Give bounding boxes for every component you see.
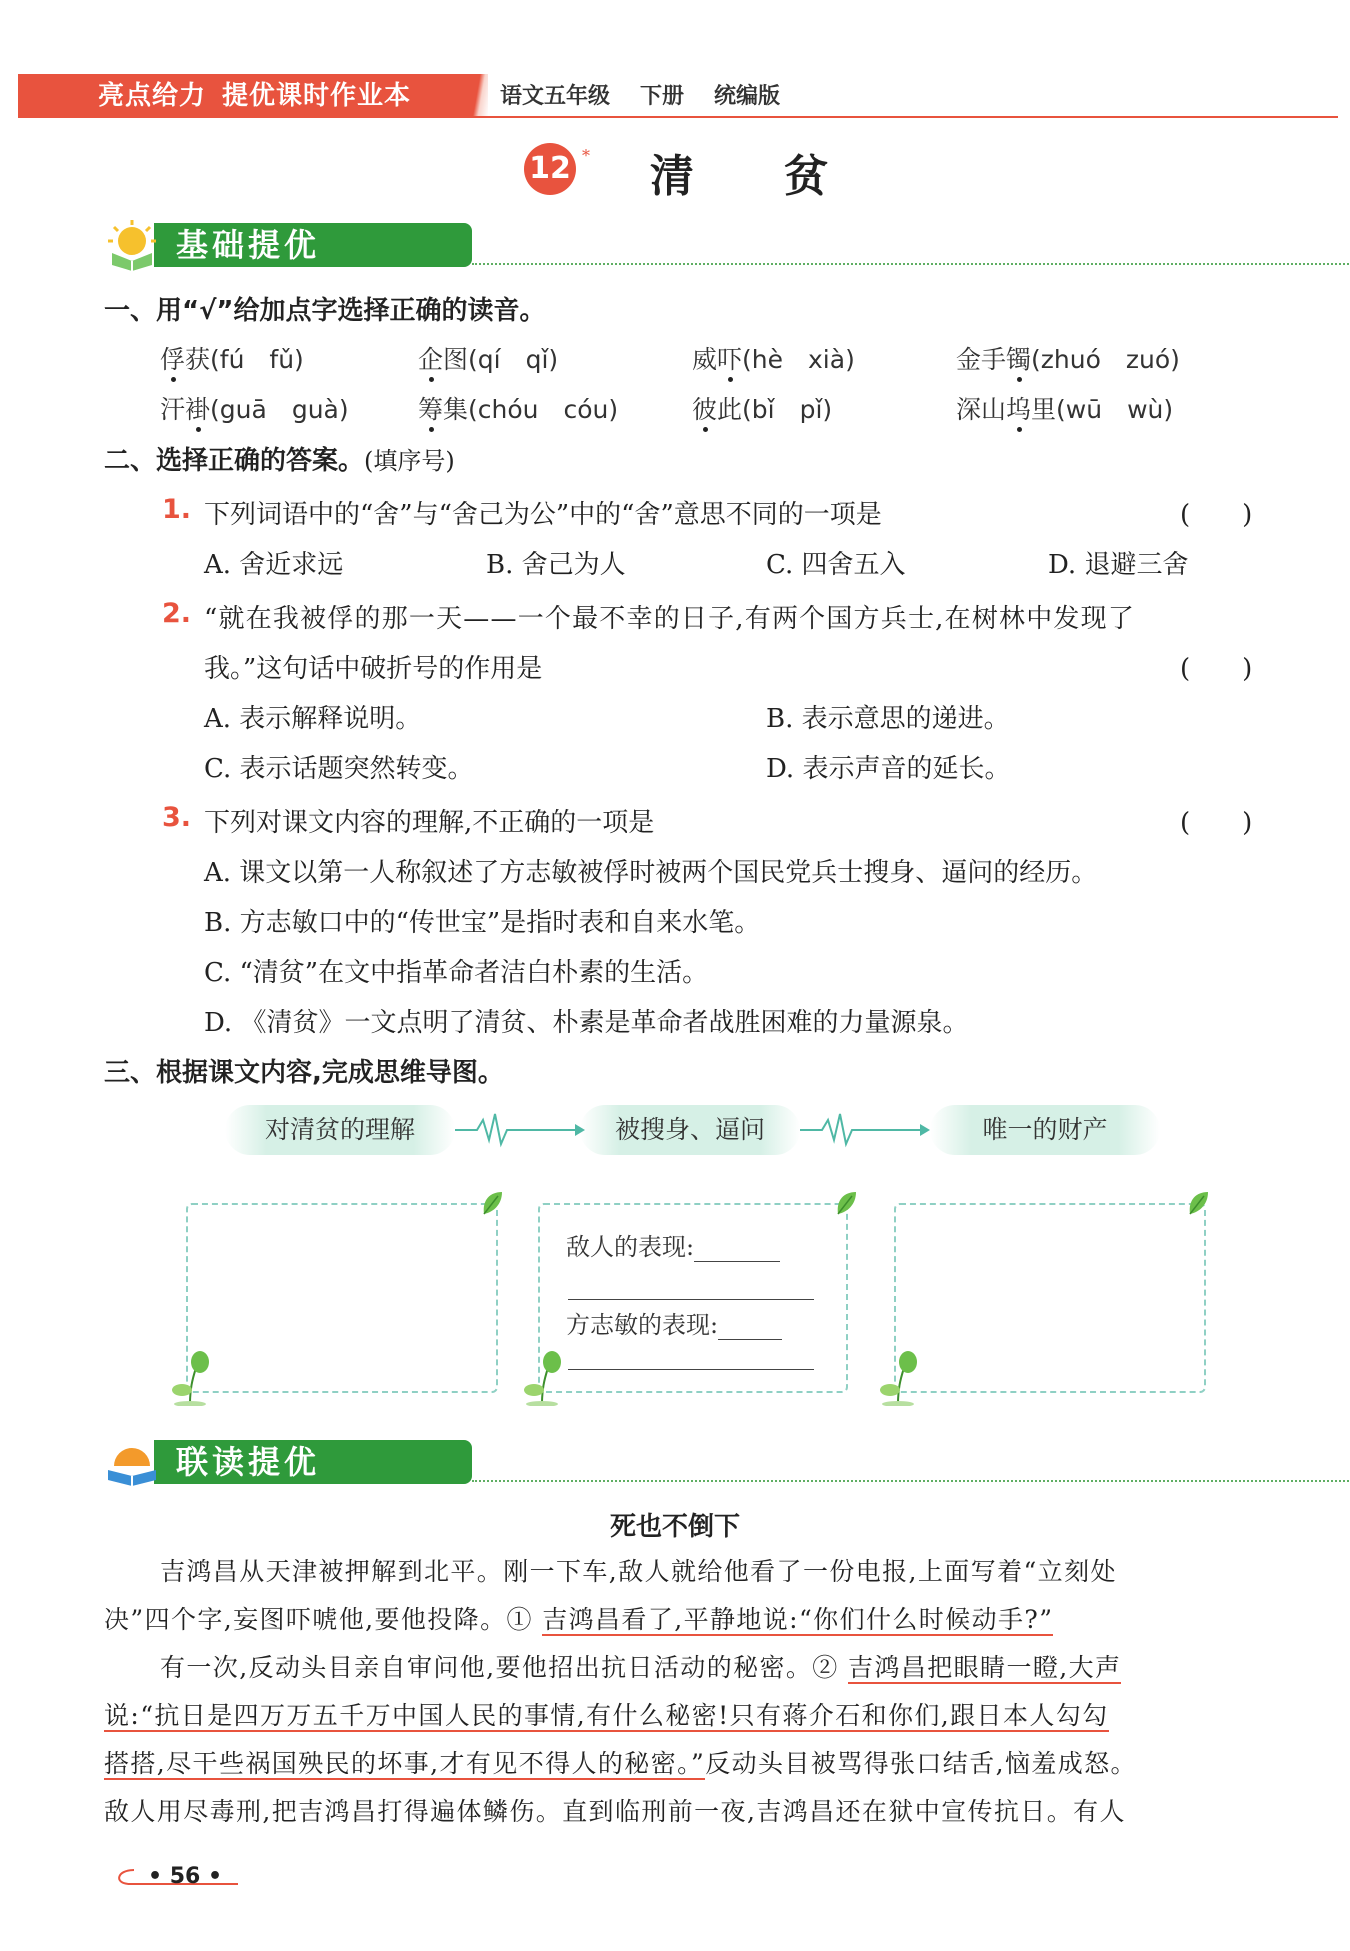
passage-text: 有一次,反动头目亲自审问他,要他招出抗日活动的秘密。② [160,1653,849,1682]
question-text-cont: 我。”这句话中破折号的作用是 [204,654,543,684]
leaf-icon [834,1190,858,1216]
mindmap-node-understanding: 对清贫的理解 [225,1105,455,1155]
pinyin-choice-item[interactable] [692,390,832,426]
underlined-sentence: 说:“抗日是四万万五千万中国人民的事情,有什么秘密!只有蒋介石和你们,跟日本人勾勾 [104,1701,1109,1730]
book-grade: 语文五年级 [500,84,611,109]
passage-text: 吉鸿昌从天津被押解到北平。刚一下车,敌人就给他看了一份电报,上面写着“立刻处 [160,1557,1117,1586]
header-bar-fade [470,74,488,118]
pinyin-choice-item[interactable] [692,340,855,376]
pinyin-choice-item[interactable] [160,340,304,376]
pinyin-choice-item[interactable] [418,390,618,426]
option-b: B. 表示意思的递进。 [766,704,1010,734]
sprout-icon [876,1350,922,1406]
enemy-blank-line-2[interactable] [568,1299,814,1300]
word-suffix-and-pinyin: 集(chóu cóu) [443,395,619,424]
mindmap-node-search: 被搜身、逼问 [580,1105,800,1155]
answer-blank[interactable]: ( ) [1180,654,1253,684]
leaf-icon [480,1190,504,1216]
option-c: C. “清贫”在文中指革命者洁白朴素的生活。 [204,958,709,988]
q2-heading [104,440,455,477]
option-c: C. 四舍五入 [766,550,906,580]
question-text: 下列对课文内容的理解,不正确的一项是 [204,808,655,838]
passage-line [104,1692,1109,1740]
lesson-number-badge: 12 [524,143,576,195]
pinyin-choice-item[interactable] [160,390,349,426]
book-info [500,80,810,114]
mindmap-answer-box-3[interactable] [894,1203,1206,1393]
arrow-connector-2-icon [800,1110,930,1150]
page-number: • 56 • [148,1864,223,1889]
section-banner-reading [106,1440,1266,1484]
passage-text: 反动头目被骂得张口结舌,恼羞成怒。 [705,1749,1137,1778]
banner-dotted-rule [472,263,1350,265]
enemy-label-text: 敌人的表现: [566,1233,695,1261]
word-suffix-and-pinyin: (guā guà) [210,395,349,424]
option-d: D. 表示声音的延长。 [766,754,1011,784]
word-suffix-and-pinyin: (hè xià) [742,345,855,374]
option-c: C. 表示话题突然转变。 [204,754,474,784]
dotted-character: 筹 [418,395,444,424]
dotted-character: 吓 [717,345,743,374]
option-d: D. 退避三舍 [1048,550,1189,580]
fang-label [566,1305,782,1340]
q1-heading: 一、用“√”给加点字选择正确的读音。 [104,296,546,326]
dotted-character: 企 [418,345,444,374]
option-a: A. 舍近求远 [204,550,344,580]
pinyin-choice-item[interactable] [418,340,558,376]
q2-heading-note: (填序号) [364,447,455,475]
option-b: B. 方志敏口中的“传世宝”是指时表和自来水笔。 [204,908,761,938]
option-b: B. 舍己为人 [486,550,626,580]
header-rule [18,116,1338,118]
answer-blank[interactable]: ( ) [1180,808,1253,838]
enemy-label [566,1227,780,1262]
fang-blank-line-2[interactable] [568,1369,814,1370]
underlined-sentence: 吉鸿昌把眼睛一瞪,大声 [848,1653,1122,1682]
word-suffix-and-pinyin: 此(bǐ pǐ) [717,395,833,424]
passage-text: 决”四个字,妄图吓唬他,要他投降。① [104,1605,543,1634]
word-prefix: 汗 [160,395,186,424]
dotted-character: 褂 [185,395,211,424]
passage-line [104,1788,1126,1836]
section-banner-basic [106,223,1266,267]
passage-line [160,1644,1121,1692]
dotted-character: 彼 [692,395,718,424]
word-prefix: 金手 [956,345,1007,374]
lesson-title: 清贫 [650,151,918,202]
word-prefix: 威 [692,345,718,374]
word-suffix-and-pinyin: (zhuó zuó) [1031,345,1180,374]
option-d: D. 《清贫》一文点明了清贫、朴素是革命者战胜困难的力量源泉。 [204,1008,969,1038]
reading-title: 死也不倒下 [609,1512,740,1542]
mindmap-node-property: 唯一的财产 [930,1105,1160,1155]
word-suffix-and-pinyin: 图(qí qǐ) [443,345,559,374]
leaf-icon [1186,1190,1210,1216]
book-edition: 统编版 [714,84,781,109]
question-number: 2. [162,598,192,629]
dotted-character: 镯 [1006,345,1032,374]
option-a: A. 表示解释说明。 [204,704,422,734]
dotted-character: 坞 [1006,395,1032,424]
enemy-blank[interactable] [694,1261,780,1262]
book-volume: 下册 [640,84,685,109]
q3-heading: 三、根据课文内容,完成思维导图。 [104,1058,504,1088]
sprout-icon [168,1350,214,1406]
passage-text: 敌人用尽毒刑,把吉鸿昌打得遍体鳞伤。直到临刑前一夜,吉鸿昌还在狱中宣传抗日。有人 [104,1797,1126,1826]
option-a: A. 课文以第一人称叙述了方志敏被俘时被两个国民党兵士搜身、逼问的经历。 [204,858,1098,888]
answer-blank[interactable]: ( ) [1180,500,1253,530]
banner-label: 基础提优 [176,226,321,264]
banner-dotted-rule [472,1480,1350,1482]
pinyin-choice-item[interactable] [956,390,1173,426]
question-text: “就在我被俘的那一天——一个最不幸的日子,有两个国方兵士,在树林中发现了 [204,604,1136,634]
question-number: 3. [162,802,192,833]
brand-name: 亮点给力 [98,81,207,111]
passage-line [104,1596,1053,1644]
banner-label: 联读提优 [176,1443,321,1481]
dotted-character: 俘 [160,345,186,374]
word-suffix-and-pinyin: 里(wū wù) [1031,395,1174,424]
lightbulb-book-icon [106,219,158,271]
lesson-mark: * [582,146,590,165]
pinyin-choice-item[interactable] [956,340,1180,376]
arrow-connector-1-icon [455,1110,585,1150]
passage-line [160,1548,1117,1596]
underlined-sentence: 吉鸿昌看了,平静地说:“你们什么时候动手?” [542,1605,1054,1634]
fang-blank[interactable] [718,1339,782,1340]
brand-title [98,78,427,114]
word-prefix: 深山 [956,395,1007,424]
sprout-icon [520,1350,566,1406]
passage-line [104,1740,1137,1788]
book-sun-icon [106,1436,158,1488]
fang-label-text: 方志敏的表现: [566,1311,719,1339]
question-number: 1. [162,494,192,525]
q2-heading-text: 二、选择正确的答案。 [104,446,365,476]
brand-series: 提优课时作业本 [222,81,412,111]
question-text: 下列词语中的“舍”与“舍己为公”中的“舍”意思不同的一项是 [204,500,882,530]
word-suffix-and-pinyin: 获(fú fǔ) [185,345,304,374]
mindmap-answer-box-2 [538,1203,848,1393]
underlined-sentence: 搭搭,尽干些祸国殃民的坏事,才有见不得人的秘密。” [104,1749,706,1778]
mindmap-answer-box-1[interactable] [186,1203,498,1393]
